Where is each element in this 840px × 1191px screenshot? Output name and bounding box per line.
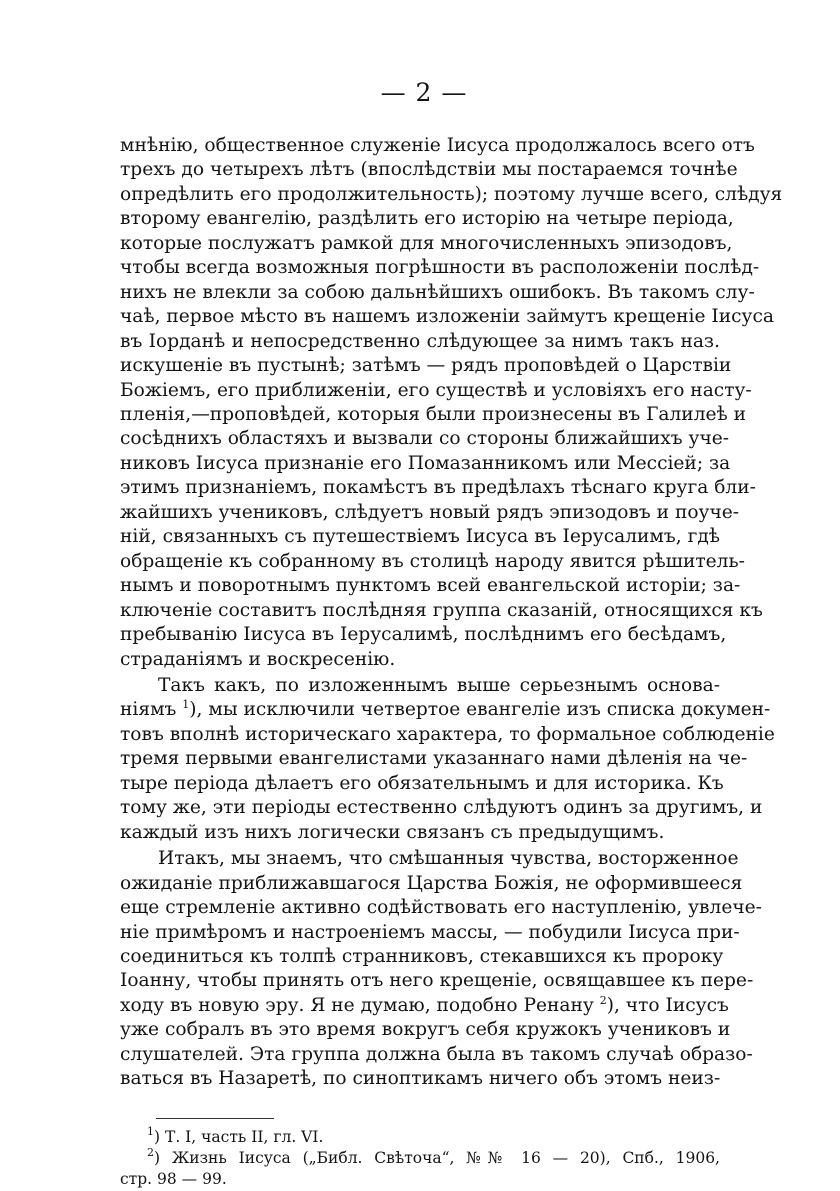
text-segment: ніямъ — [120, 699, 177, 721]
text-line: чтобы всегда возможныя погрѣшности въ расположеніи послѣд- — [120, 257, 760, 279]
text-line: Божіемъ, его приближеніи, его существѣ и условіяхъ его насту- — [120, 379, 752, 401]
footnote-ref-1: 1 — [182, 698, 190, 712]
text-line: пребыванію Іисуса въ Іерусалимѣ, послѣднимъ его бесѣдамъ, — [120, 624, 727, 646]
text-line: въ Іорданѣ и непосредственно слѣдующее за нимъ такъ наз. — [120, 330, 720, 352]
text-line: ваться въ Назаретѣ, по синоптикамъ ничего объ этомъ неиз- — [120, 1068, 721, 1090]
text-line: нихъ не влекли за собою дальнѣйшихъ ошибокъ. Въ такомъ слу- — [120, 281, 755, 303]
text-line: еще стремленіе активно содѣйствовать его наступленію, увлече- — [120, 897, 762, 919]
text-line: тыре періода дѣлаетъ его обязательнымъ и для историка. Къ — [120, 772, 724, 794]
text-line: тому же, эти періоды естественно слѣдуютъ одинъ за другимъ, и — [120, 797, 763, 819]
text-line: чаѣ, первое мѣсто въ нашемъ изложеніи займутъ крещеніе Іисуса — [120, 306, 774, 328]
paragraph-1 — [120, 134, 783, 672]
text-line: пленія,—проповѣдей, которыя были произнесены въ Галилеѣ и — [120, 403, 747, 425]
footnotes — [120, 1124, 720, 1190]
book-page — [120, 78, 783, 1190]
body-text — [120, 134, 783, 1092]
footnote-1 — [120, 1124, 720, 1148]
text-segment: ходу въ новую эру. Я не думаю, подобно Ренану — [120, 994, 594, 1016]
text-line: второму евангелію, раздѣлить его исторію на четыре періода, — [120, 208, 734, 230]
text-line: тремя первыми евангелистами указаннаго нами дѣленія на че- — [120, 748, 748, 770]
text-line: ожиданіе приближавшагося Царства Божія, не оформившееся — [120, 872, 743, 894]
text-line: Іоанну, чтобы принять отъ него крещеніе, освящавшее къ пере- — [120, 970, 754, 992]
text-line: никовъ Іисуса признаніе его Помазанникомъ или Мессіей; за — [120, 452, 731, 474]
text-line: нымъ и поворотнымъ пунктомъ всей евангельской исторіи; за- — [120, 575, 741, 597]
text-line: ній, связанныхъ съ путешествіемъ Іисуса въ Іерусалимъ, гдѣ — [120, 526, 720, 548]
text-segment: ), что Іисусъ — [606, 994, 729, 1016]
text-line: искушеніе въ пустынѣ; затѣмъ — рядъ проповѣдей о Царствіи — [120, 355, 732, 377]
footnote-2-continuation: стр. 98 — 99. — [120, 1169, 227, 1188]
text-line: ніе примѣромъ и настроеніемъ массы, — побудили Іисуса при- — [120, 921, 740, 943]
text-line — [120, 993, 729, 1018]
text-line: Итакъ, мы знаемъ, что смѣшанныя чувства, восторженное — [158, 848, 739, 870]
text-line: каждый изъ нихъ логически связанъ съ предыдущимъ. — [120, 821, 665, 843]
footnote-text: ) Т. I, часть II, гл. VI. — [154, 1127, 324, 1146]
footnote-2 — [120, 1145, 720, 1169]
footnote-mark: 2 — [147, 1145, 154, 1159]
paragraph-3 — [120, 847, 762, 1092]
text-line: соединиться къ толпѣ странниковъ, стекавшихся къ пророку — [120, 945, 724, 967]
text-line — [120, 698, 771, 722]
text-line: трехъ до четырехъ лѣтъ (впослѣдствіи мы постараемся точнѣе — [120, 159, 738, 181]
text-line: ключеніе составитъ послѣдняя группа сказаній, относящихся къ — [120, 599, 763, 621]
text-line: товъ вполнѣ историческаго характера, то формальное соблюденіе — [120, 723, 775, 745]
page-number: — 2 — — [380, 78, 468, 107]
text-line: которые послужатъ рамкой для многочисленныхъ эпизодовъ, — [120, 232, 733, 254]
text-line: жайшихъ учениковъ, слѣдуетъ новый рядъ эпизодовъ и поуче- — [120, 501, 740, 523]
paragraph-2 — [120, 674, 775, 845]
text-line: уже собралъ въ это время вокругъ себя кружокъ учениковъ и — [120, 1019, 731, 1041]
footnote-divider — [156, 1118, 274, 1119]
text-line: сосѣднихъ областяхъ и вызвали со стороны ближайшихъ уче- — [120, 428, 730, 450]
text-line: этимъ признаніемъ, покамѣстъ въ предѣлахъ тѣснаго круга бли- — [120, 477, 756, 499]
footnote-text: ) Жизнь Іисуса („Библ. Свѣточа“, №№ 16 — 20), Спб., 1906, — [154, 1148, 720, 1167]
text-line: мнѣнію, общественное служеніе Іисуса продолжалось всего отъ — [120, 135, 755, 156]
text-line: слушателей. Эта группа должна была въ такомъ случаѣ образо- — [120, 1043, 753, 1065]
text-line: Такъ какъ, по изложеннымъ выше серьезнымъ основа- — [158, 674, 720, 696]
text-line: обращеніе къ собранному въ столицѣ народу явится рѣшитель- — [120, 550, 745, 572]
footnote-mark: 1 — [147, 1124, 154, 1138]
footnote-ref-2: 2 — [599, 993, 607, 1007]
text-line: опредѣлить его продолжительность); поэтому лучше всего, слѣдуя — [120, 183, 783, 205]
text-segment: ), мы исключили четвертое евангеліе изъ списка докумен- — [189, 699, 771, 721]
text-line: страданіямъ и воскресенію. — [120, 648, 396, 670]
